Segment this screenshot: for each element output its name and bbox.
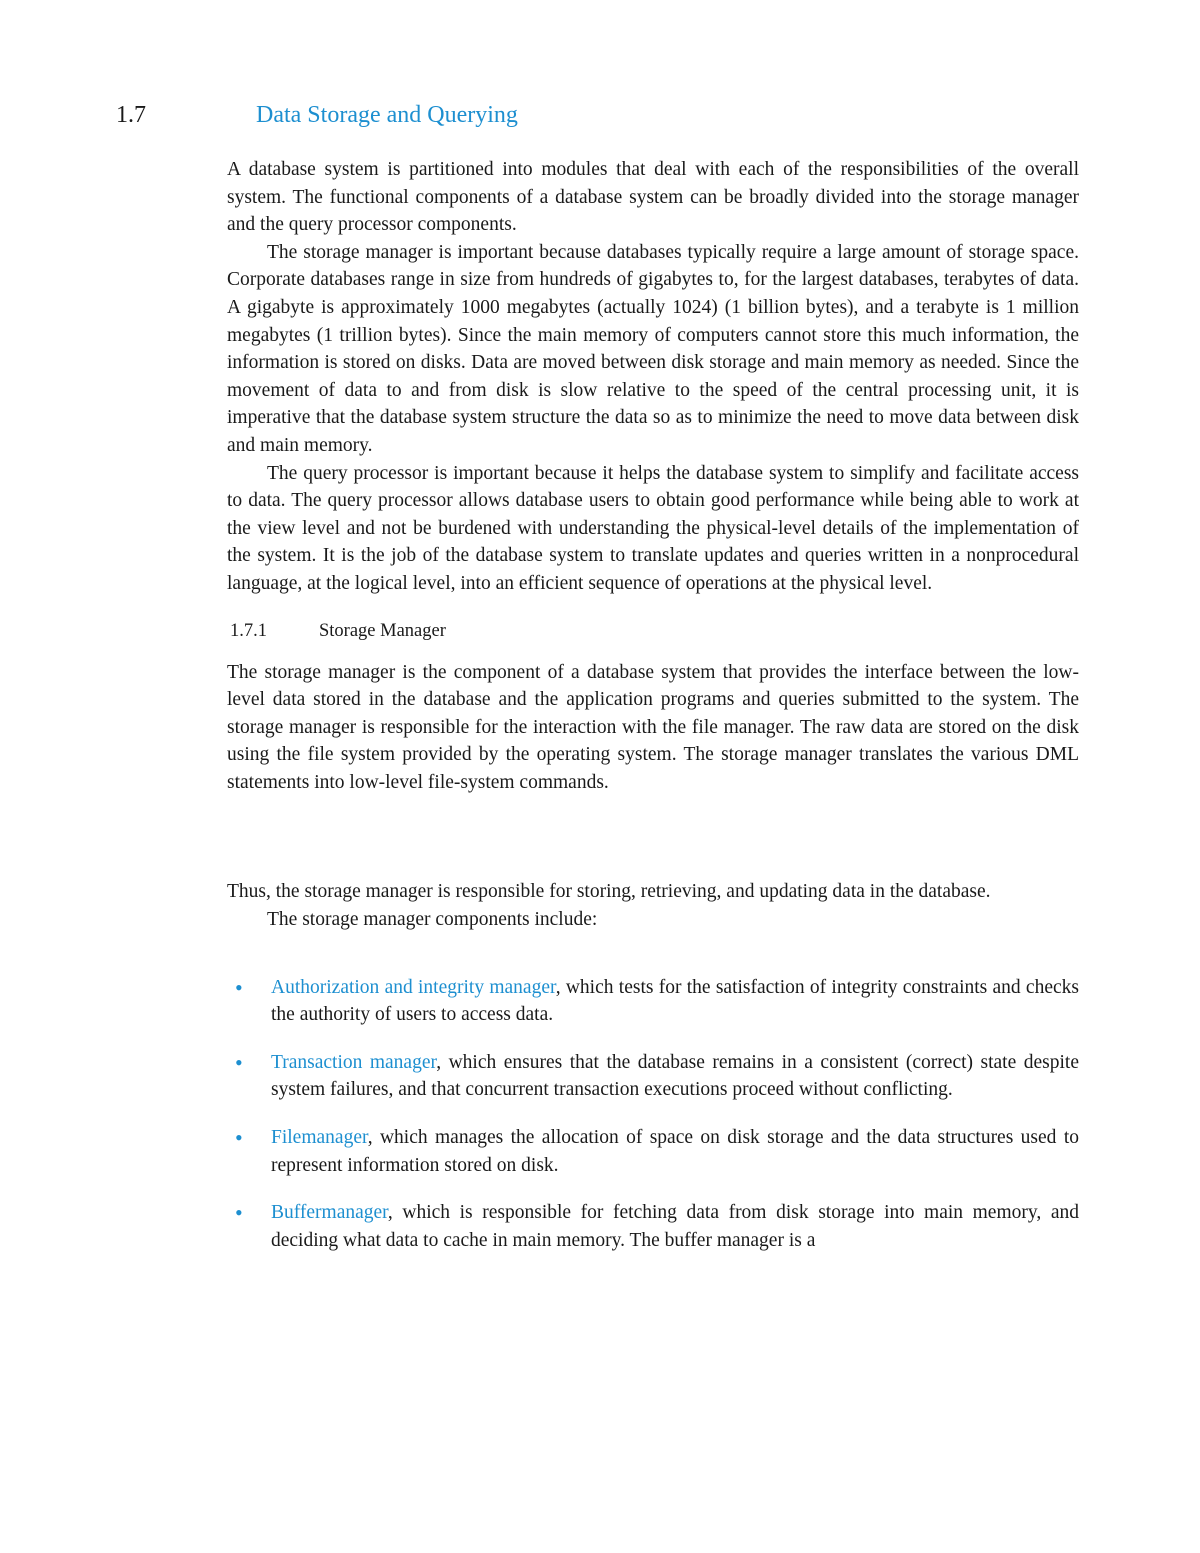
list-item	[227, 974, 1079, 1029]
subsection-number: 1.7.1	[230, 620, 267, 641]
component-description: , which ensures that the database remains in a consistent (correct) state despite system failures, and that concurrent transaction executions proceed without conflicting.	[271, 1051, 1079, 1101]
bullet-icon: •	[235, 1049, 243, 1075]
storage-importance-paragraph: The storage manager is important because databases typically require a large amount of storage space. Corporate databases range in size from hundreds of gigabytes to, for the largest databases, terabytes of data. A gigabyte is approximately 1000 megabytes (actually 1024) (1 billion bytes), and a terabyte is 1 million megabytes (1 trillion bytes). Since the main memory of computers cannot store this much information, the information is stored on disks. Data are moved between disk storage and main memory as needed. Since the movement of data to and from disk is slow relative to the speed of the central processing unit, it is imperative that the database system structure the data so as to minimize the need to move data between disk and main memory.	[227, 241, 1079, 456]
document-body	[227, 156, 1079, 1274]
component-description: , which tests for the satisfaction of integrity constraints and checks the authority of users to access data.	[271, 976, 1079, 1026]
component-term: Filemanager	[271, 1127, 368, 1149]
spacer	[227, 796, 1079, 878]
spacer	[227, 934, 1079, 974]
list-item	[227, 1199, 1079, 1254]
storage-manager-summary: Thus, the storage manager is responsible for storing, retrieving, and updating data in the database.	[227, 881, 991, 903]
subsection-title: Storage Manager	[319, 620, 446, 641]
section-number: 1.7	[116, 102, 146, 128]
section-heading	[116, 102, 1016, 136]
bullet-icon: •	[235, 974, 243, 1000]
bullet-icon: •	[235, 1125, 243, 1151]
subsection-heading	[227, 618, 1079, 646]
component-description: , which is responsible for fetching data from disk storage into main memory, and deciding what data to cache in main memory. The buffer manager is a	[271, 1202, 1079, 1251]
intro-paragraph: A database system is partitioned into modules that deal with each of the responsibilities of the overall system. The functional components of a database system can be broadly divided into the storage manager and the query processor components.	[227, 159, 1079, 236]
list-item	[227, 1049, 1079, 1104]
section-title: Data Storage and Querying	[256, 102, 518, 128]
query-processor-paragraph: The query processor is important because it helps the database system to simplify and facilitate access to data. The query processor allows database users to obtain good performance while being able to work at the view level and not be burdened with understanding the physical-level details of the implementation of the system. It is the job of the database system to translate updates and queries written in a nonprocedural language, at the logical level, into an efficient sequence of operations at the physical level.	[227, 462, 1079, 594]
component-term: Authorization and integrity manager	[271, 976, 556, 998]
component-description: , which manages the allocation of space on disk storage and the data structures used to represent information stored on disk.	[271, 1127, 1079, 1176]
bullet-icon: •	[235, 1200, 243, 1226]
storage-manager-paragraph: The storage manager is the component of a database system that provides the interface between the low-level data stored in the database and the application programs and queries submitted to the system. The storage manager is responsible for the interaction with the file manager. The raw data are stored on the disk using the file system provided by the operating system. The storage manager translates the various DML statements into low-level file-system commands.	[227, 661, 1079, 793]
components-intro: The storage manager components include:	[267, 909, 598, 931]
list-item	[227, 1124, 1079, 1179]
component-term: Buffermanager	[271, 1202, 388, 1224]
components-list	[227, 974, 1079, 1255]
component-term: Transaction manager	[271, 1051, 437, 1073]
